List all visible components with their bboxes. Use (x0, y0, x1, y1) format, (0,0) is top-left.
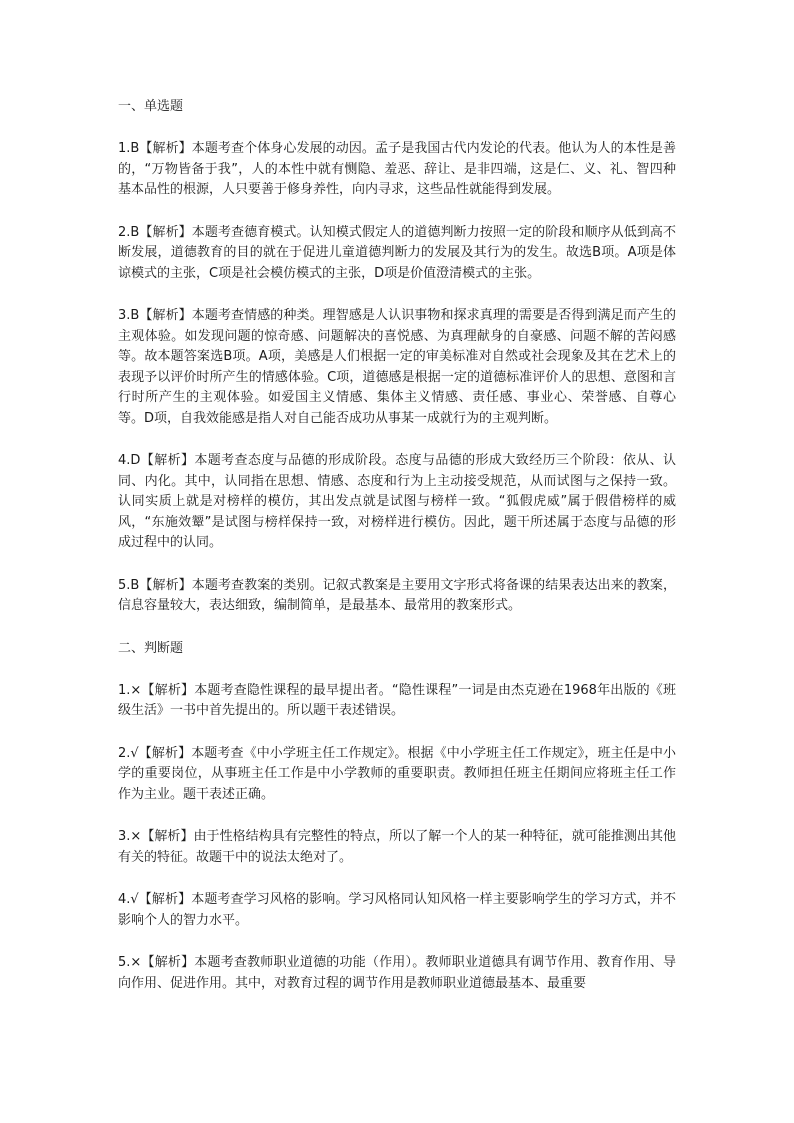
answer-item: 1.×【解析】本题考查隐性课程的最早提出者。“隐性课程”一词是由杰克逊在1968年出版的《班级生活》一书中首先提出的。所以题干表述错误。 (118, 682, 676, 718)
answer-item: 2.B【解析】本题考查德育模式。认知模式假定人的道德判断力按照一定的阶段和顺序从低到高不断发展，道德教育的目的就在于促进儿童道德判断力的发展及其行为的发生。故选B项。A项是体谅模式的主张，C项是社会模仿模式的主张，D项是价值澄清模式的主张。 (118, 224, 676, 281)
section-single-choice (118, 97, 676, 617)
answer-item: 1.B【解析】本题考查个体身心发展的动因。孟子是我国古代内发论的代表。他认为人的本性是善的，“万物皆备于我”，人的本性中就有恻隐、羞恶、辞让、是非四端，这是仁、义、礼、智四种基本品性的根源，人只要善于修身养性，向内寻求，这些品性就能得到发展。 (118, 141, 676, 197)
answer-item: 4.√【解析】本题考查学习风格的影响。学习风格同认知风格一样主要影响学生的学习方式，并不影响个人的智力水平。 (118, 892, 676, 928)
section-title: 一、单选题 (118, 99, 184, 114)
section-title: 二、判断题 (118, 640, 184, 656)
answer-item: 4.D【解析】本题考查态度与品德的形成阶段。态度与品德的形成大致经历三个阶段：依从、认同、内化。其中，认同指在思想、情感、态度和行为上主动接受规范，从而试图与之保持一致。认同实质上就是对榜样的模仿，其出发点就是试图与榜样一致。“狐假虎威”属于假借榜样的威风，“东施效颦”是试图与榜样保持一致，对榜样进行模仿。因此，题干所述属于态度与品德的形成过程中的认同。 (118, 453, 676, 550)
section-true-false (118, 639, 676, 995)
answer-item: 3.B【解析】本题考查情感的种类。理智感是人认识事物和探求真理的需要是否得到满足而产生的主观体验。如发现问题的惊奇感、问题解决的喜悦感、为真理献身的自豪感、问题不解的苦闷感等。故本题答案选B项。A项，美感是人们根据一定的审美标准对自然或社会现象及其在艺术上的表现予以评价时所产生的情感体验。C项，道德感是根据一定的道德标准评价人的思想、意图和言行时所产生的主观体验。如爱国主义情感、集体主义情感、责任感、事业心、荣誉感、自尊心等。D项，自我效能感是指人对自己能否成功从事某一成就行为的主观判断。 (118, 308, 676, 426)
answer-item: 2.√【解析】本题考查《中小学班主任工作规定》。根据《中小学班主任工作规定》，班主任是中小学的重要岗位，从事班主任工作是中小学教师的重要职责。教师担任班主任期间应将班主任工作作为主业。题干表述正确。 (118, 745, 676, 802)
answer-item: 3.×【解析】由于性格结构具有完整性的特点，所以了解一个人的某一种特征，就可能推测出其他有关的特征。故题干中的说法太绝对了。 (118, 829, 676, 865)
answer-item: 5.B【解析】本题考查教案的类别。记叙式教案是主要用文字形式将备课的结果表达出来的教案，信息容量较大，表达细致，编制简单，是最基本、最常用的教案形式。 (118, 577, 676, 613)
answer-item: 5.×【解析】本题考查教师职业道德的功能（作用）。教师职业道德具有调节作用、教育作用、导向作用、促进作用。其中，对教育过程的调节作用是教师职业道德最基本、最重要 (118, 955, 676, 991)
